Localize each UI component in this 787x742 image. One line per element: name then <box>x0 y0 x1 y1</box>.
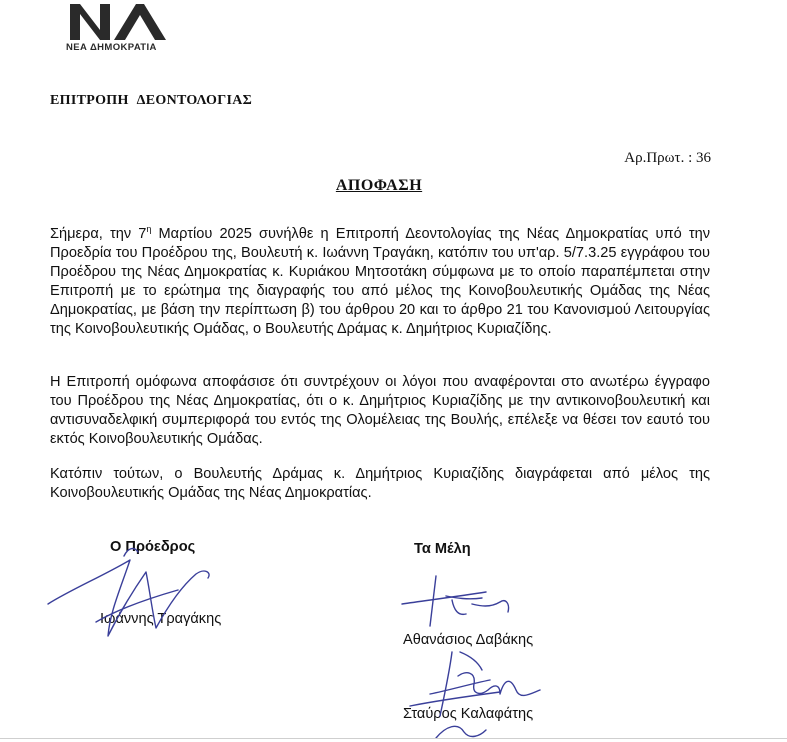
committee-name: ΕΠΙΤΡΟΠΗ ΔΕΟΝΤΟΛΟΓΙΑΣ <box>50 93 253 108</box>
page-edge-divider <box>0 738 787 739</box>
paragraph-1: Σήμερα, την $7^\eta$ Μαρτίου 2025 συνήλθε η Επιτροπή Δεοντολογίας της Νέας Δημοκρατίας υπό την Προεδρία του Προέδρου της, Βουλευτή κ. Ιωάννη Τραγάκη, κατόπιν του υπ'αρ. 5/7.3.25 εγγράφου του Προέδρου της Νέας Δημοκρατίας κ. Κυριάκου Μητσοτάκη σύμφωνα με το οποίο παραπέμπεται στην Επιτροπή με το ερώτημα της διαγραφής του από μέλος της Κοινοβουλευτικής Ομάδας της Νέας Δημοκρατίας, με βάση την περίπτωση β) του άρθρου 20 και το άρθρο 21 του Κανονισμού Λειτουργίας της Κοινοβουλευτικής Ομάδας, ο Βουλευτής Δράμας κ. Δημήτριος Κυριαζίδης. <box>50 224 710 337</box>
member-1-name: Αθανάσιος Δαβάκης <box>403 632 534 648</box>
member-1-signature <box>402 576 509 626</box>
president-label: Ο Πρόεδρος <box>110 539 196 555</box>
paragraph-2: Η Επιτροπή ομόφωνα αποφάσισε ότι συντρέχουν οι λόγοι που αναφέρονται στο ανωτέρω έγγραφο του Προέδρου της Νέας Δημοκρατίας, ότι ο κ. Δημήτριος Κυριαζίδης με την αντικοινοβουλευτική και αντισυναδελφική συμπεριφορά του εντός της Ολομέλειας της Βουλής, επέλεξε να θέσει τον εαυτό του εκτός Κοινοβουλευτικής Ομάδας. <box>50 374 710 447</box>
party-logo <box>66 2 166 54</box>
president-name: Ιωάννης Τραγάκης <box>100 611 222 627</box>
members-label: Τα Μέλη <box>414 541 471 557</box>
nd-logo-mark-icon <box>66 2 166 42</box>
protocol-number: Αρ.Πρωτ. : 36 <box>624 150 711 166</box>
paragraph-3: Κατόπιν τούτων, ο Βουλευτής Δράμας κ. Δημήτριος Κυριαζίδης διαγράφεται από μέλος της Κοινοβουλευτικής Ομάδας της Νέας Δημοκρατίας. <box>50 466 710 501</box>
partial-signature <box>436 726 486 738</box>
member-2-name: Σταύρος Καλαφάτης <box>403 706 534 722</box>
logo-text: ΝΕΑ ΔΗΜΟΚΡΑΤΙΑ <box>66 42 157 53</box>
document-title: ΑΠΟΦΑΣΗ <box>335 177 423 194</box>
